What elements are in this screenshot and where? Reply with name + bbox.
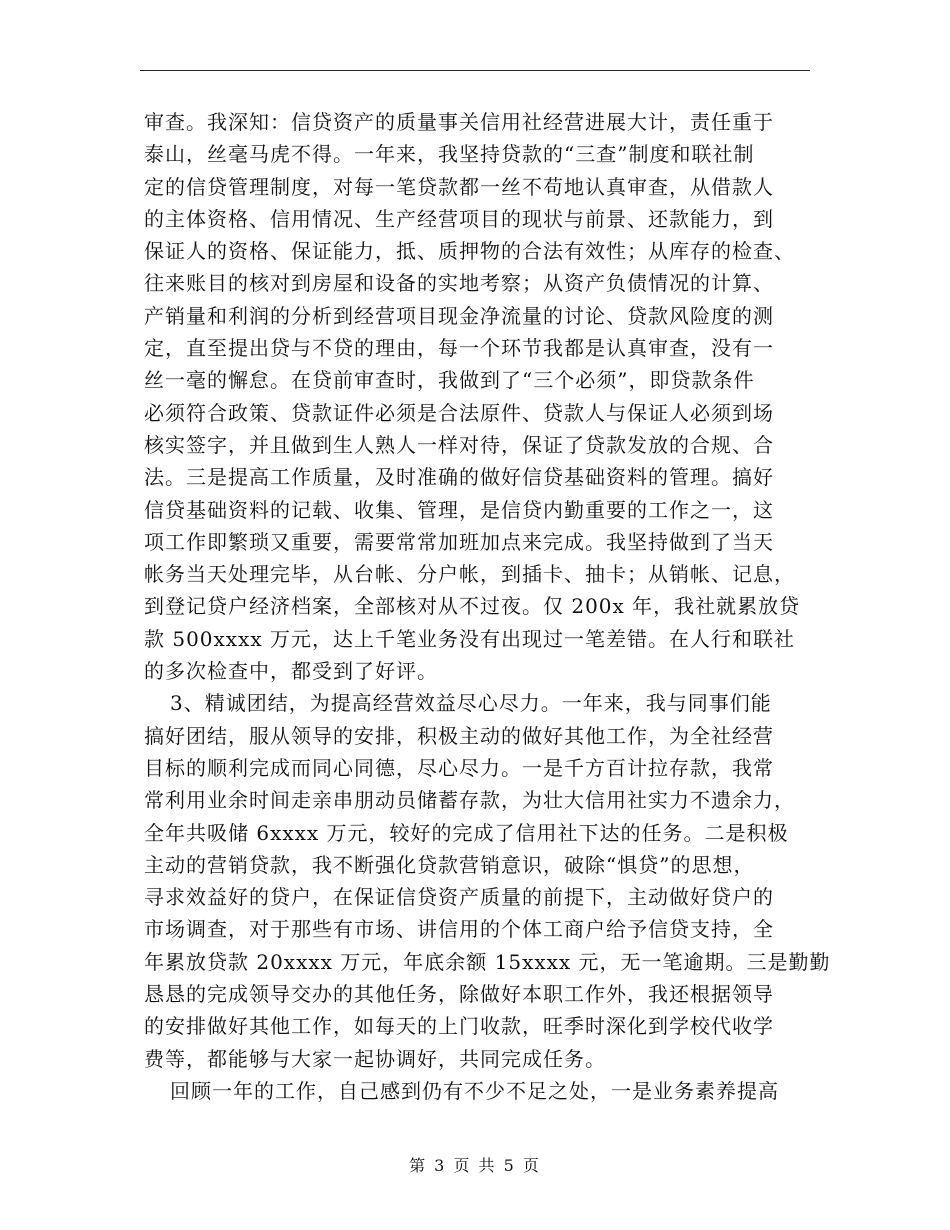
text-line: 到登记贷户经济档案，全部核对从不过夜。仅 200x 年，我社就累放贷 [144, 594, 801, 619]
text-line: 费等，都能够与大家一起协调好，共同完成任务。 [144, 1046, 606, 1071]
text-line: 款 500xxxx 万元，达上千笔业务没有出现过一笔差错。在人行和联社 [144, 626, 796, 651]
text-line: 全年共吸储 6xxxx 万元，较好的完成了信用社下达的任务。二是积极 [144, 820, 789, 845]
text-line: 帐务当天处理完毕，从台帐、分户帐，到插卡、抽卡；从销帐、记息， [144, 562, 795, 587]
text-line: 的主体资格、信用情况、生产经营项目的现状与前景、还款能力，到 [144, 206, 774, 231]
text-line: 丝一毫的懈怠。在贷前审查时，我做到了“三个必须”，即贷款条件 [144, 368, 755, 393]
text-line: 法。三是提高工作质量，及时准确的做好信贷基础资料的管理。搞好 [144, 465, 774, 490]
text-line: 保证人的资格、保证能力，抵、质押物的合法有效性；从库存的检查、 [144, 239, 795, 264]
text-line: 寻求效益好的贷户，在保证信贷资产质量的前提下，主动做好贷户的 [144, 885, 774, 910]
text-line: 的多次检查中，都受到了好评。 [144, 659, 438, 684]
text-line: 主动的营销贷款，我不断强化贷款营销意识，破除“惧贷”的思想， [144, 852, 755, 877]
text-line: 往来账目的核对到房屋和设备的实地考察；从资产负债情况的计算、 [144, 271, 774, 296]
text-line: 搞好团结，服从领导的安排，积极主动的做好其他工作，为全社经营 [144, 723, 774, 748]
document-body [144, 106, 831, 1107]
text-line: 年累放贷款 20xxxx 万元，年底余额 15xxxx 元，无一笔逾期。三是勤勤 [144, 949, 831, 974]
text-line: 审查。我深知：信贷资产的质量事关信用社经营进展大计，责任重于 [144, 110, 774, 134]
text-line: 定的信贷管理制度，对每一笔贷款都一丝不苟地认真审查，从借款人 [144, 174, 774, 199]
text-line: 信贷基础资料的记载、收集、管理，是信贷内勤重要的工作之一，这 [144, 497, 774, 522]
text-line: 核实签字，并且做到生人熟人一样对待，保证了贷款发放的合规、合 [144, 432, 774, 457]
header-rule [140, 70, 810, 71]
text-line: 目标的顺利完成而同心同德，尽心尽力。一是千方百计拉存款，我常 [144, 755, 774, 780]
text-line: 恳恳的完成领导交办的其他任务，除做好本职工作外，我还根据领导 [144, 982, 774, 1007]
text-line: 的安排做好其他工作，如每天的上门收款，旺季时深化到学校代收学 [144, 1014, 774, 1039]
text-line: 泰山，丝毫马虎不得。一年来，我坚持贷款的“三查”制度和联社制 [144, 142, 755, 167]
page-number-footer: 第 3 页 共 5 页 [409, 1156, 541, 1175]
text-line: 必须符合政策、贷款证件必须是合法原件、贷款人与保证人必须到场 [144, 400, 774, 425]
text-line: 常利用业余时间走亲串朋动员储蓄存款，为壮大信用社实力不遗余力， [144, 788, 795, 813]
text-line: 市场调查，对于那些有市场、讲信用的个体工商户给予信贷支持，全 [144, 917, 774, 942]
paragraph-start-line: 回顾一年的工作，自己感到仍有不少不足之处，一是业务素养提高 [170, 1078, 779, 1103]
text-line: 定，直至提出贷与不贷的理由，每一个环节我都是认真审查，没有一 [144, 336, 774, 361]
text-line: 项工作即繁琐又重要，需要常常加班加点来完成。我坚持做到了当天 [144, 529, 774, 554]
paragraph-start-line: 3、精诚团结，为提高经营效益尽心尽力。一年来，我与同事们能 [170, 691, 772, 716]
text-line: 产销量和利润的分析到经营项目现金净流量的讨论、贷款风险度的测 [144, 303, 774, 328]
